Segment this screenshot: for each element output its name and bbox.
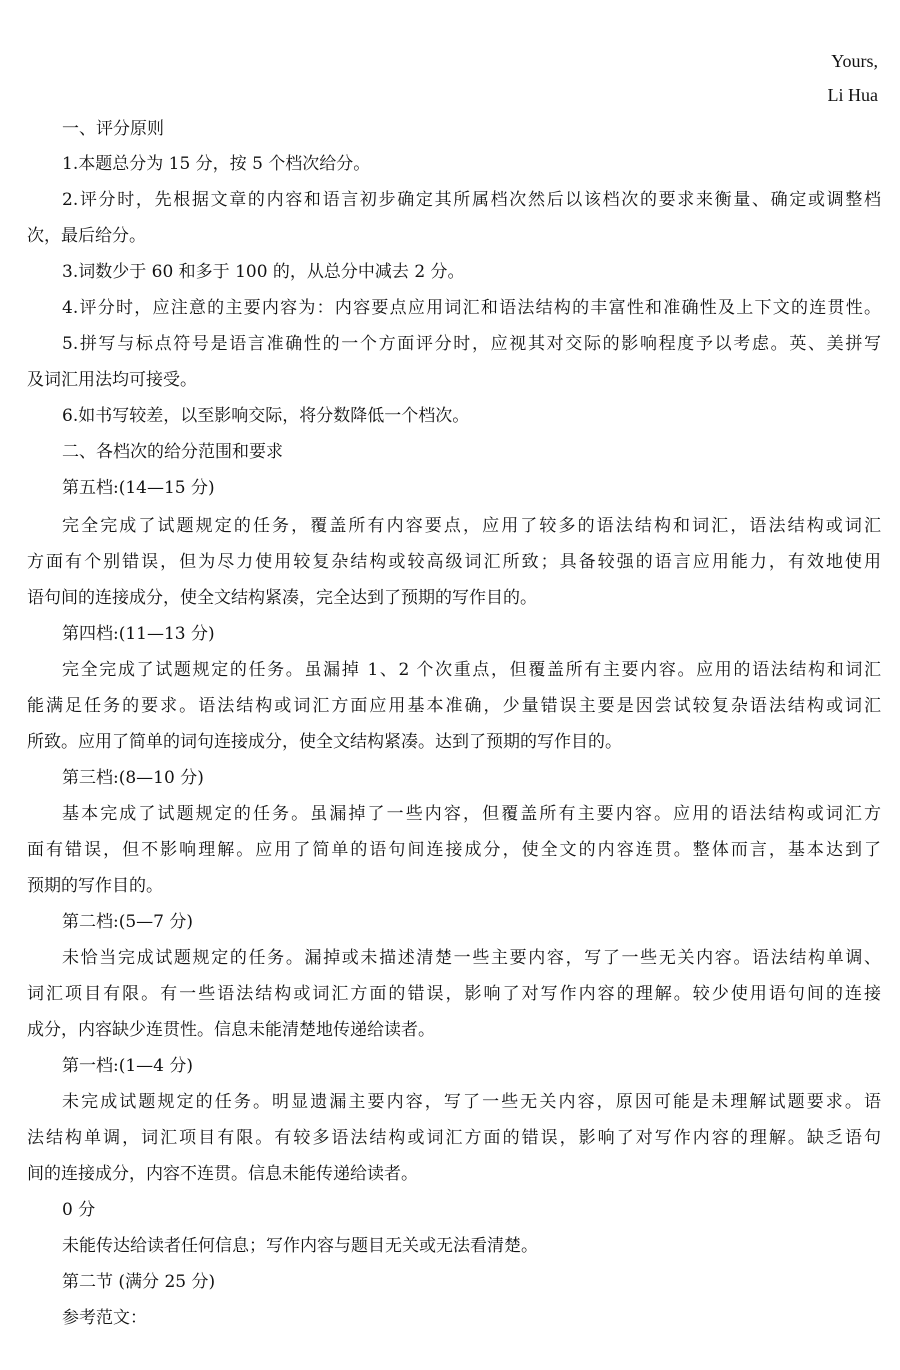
tier-4-line-1: 完全完成了试题规定的任务。虽漏掉 1、2 个次重点，但覆盖所有主要内容。应用的语法结构和词汇 xyxy=(62,660,881,680)
rule-2-line-2: 次，最后给分。 xyxy=(27,226,146,246)
tier-5-line-1: 完全完成了试题规定的任务，覆盖所有内容要点，应用了较多的语法结构和词汇，语法结构或词汇 xyxy=(62,516,881,536)
rule-4: 4.评分时，应注意的主要内容为：内容要点应用词汇和语法结构的丰富性和准确性及上下文的连贯性。 xyxy=(62,298,881,318)
letter-signature: Li Hua xyxy=(827,85,878,105)
rule-6: 6.如书写较差，以至影响交际，将分数降低一个档次。 xyxy=(62,406,470,426)
rule-1: 1.本题总分为 15 分，按 5 个档次给分。 xyxy=(62,154,371,174)
tier-4-heading: 第四档:(11—13 分) xyxy=(62,624,215,644)
tier-1-line-2: 法结构单调，词汇项目有限。有较多语法结构或词汇方面的错误，影响了对写作内容的理解。缺乏语句 xyxy=(27,1128,881,1148)
part-two-title: 第二节 (满分 25 分) xyxy=(62,1272,216,1292)
tier-2-line-1: 未恰当完成试题规定的任务。漏掉或未描述清楚一些主要内容，写了一些无关内容。语法结构单调、 xyxy=(62,948,881,968)
rule-2-line-1: 2.评分时，先根据文章的内容和语言初步确定其所属档次然后以该档次的要求来衡量、确定或调整档 xyxy=(62,190,881,210)
tier-1-line-1: 未完成试题规定的任务。明显遗漏主要内容，写了一些无关内容，原因可能是未理解试题要求。语 xyxy=(62,1092,881,1112)
tier-5-line-2: 方面有个别错误，但为尽力使用较复杂结构或较高级词汇所致；具备较强的语言应用能力，有效地使用 xyxy=(27,552,881,572)
section-one-title: 一、评分原则 xyxy=(62,119,164,139)
sample-essay-label: 参考范文： xyxy=(62,1308,147,1328)
tier-3-line-2: 面有错误，但不影响理解。应用了简单的语句间连接成分，使全文的内容连贯。整体而言，基本达到了 xyxy=(27,840,881,860)
tier-1-heading: 第一档:(1—4 分) xyxy=(62,1056,194,1076)
tier-1-line-3: 间的连接成分，内容不连贯。信息未能传递给读者。 xyxy=(27,1164,418,1184)
tier-5-line-3: 语句间的连接成分，使全文结构紧凑，完全达到了预期的写作目的。 xyxy=(27,588,537,608)
tier-0-heading: 0 分 xyxy=(62,1200,96,1220)
tier-2-heading: 第二档:(5—7 分) xyxy=(62,912,194,932)
tier-4-line-3: 所致。应用了简单的词句连接成分，使全文结构紧凑。达到了预期的写作目的。 xyxy=(27,732,622,752)
tier-4-line-2: 能满足任务的要求。语法结构或词汇方面应用基本准确，少量错误主要是因尝试较复杂语法结构或词汇 xyxy=(27,696,881,716)
tier-3-line-3: 预期的写作目的。 xyxy=(27,876,163,896)
rule-3: 3.词数少于 60 和多于 100 的，从总分中减去 2 分。 xyxy=(62,262,465,282)
rule-5-line-1: 5.拼写与标点符号是语言准确性的一个方面评分时，应视其对交际的影响程度予以考虑。英、美拼写 xyxy=(62,334,881,354)
section-two-title: 二、各档次的给分范围和要求 xyxy=(62,442,283,462)
tier-3-heading: 第三档:(8—10 分) xyxy=(62,768,204,788)
tier-3-line-1: 基本完成了试题规定的任务。虽漏掉了一些内容，但覆盖所有主要内容。应用的语法结构或词汇方 xyxy=(62,804,881,824)
tier-5-heading: 第五档:(14—15 分) xyxy=(62,478,215,498)
tier-2-line-2: 词汇项目有限。有一些语法结构或词汇方面的错误，影响了对写作内容的理解。较少使用语句间的连接 xyxy=(27,984,881,1004)
tier-0-line-1: 未能传达给读者任何信息；写作内容与题目无关或无法看清楚。 xyxy=(62,1236,538,1256)
rule-5-line-2: 及词汇用法均可接受。 xyxy=(27,370,197,390)
tier-2-line-3: 成分，内容缺少连贯性。信息未能清楚地传递给读者。 xyxy=(27,1020,435,1040)
letter-closing: Yours, xyxy=(831,51,878,71)
